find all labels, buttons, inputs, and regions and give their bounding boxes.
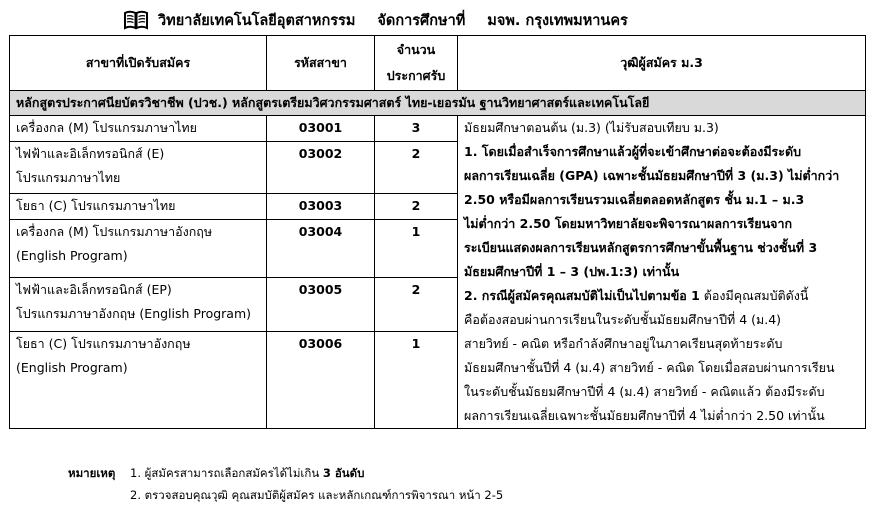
code-cell: 03006 [267,332,375,429]
section-row [10,91,866,116]
page-title [124,8,628,32]
notes-label: หมายเหตุ [68,466,116,480]
book-icon [124,10,148,30]
major-cell: โยธา (C) โปรแกรมภาษาอังกฤษ (English Program) [10,332,267,429]
quota-cell: 1 [375,332,458,429]
code-cell: 03003 [267,194,375,220]
campus-name: มจพ. กรุงเทพมหานคร [487,12,628,29]
admission-table [9,35,866,429]
section-title: หลักสูตรประกาศนียบัตรวิชาชีพ (ปวช.) หลักสูตรเตรียมวิศวกรรมศาสตร์ ไทย-เยอรมัน ฐานวิทยาศาสตร์และเทคโนโลยี [10,91,866,116]
major-cell: ไฟฟ้าและอิเล็กทรอนิกส์ (EP) โปรแกรมภาษาอังกฤษ (English Program) [10,278,267,332]
code-cell: 03005 [267,278,375,332]
header-code: รหัสสาขา [267,36,375,91]
header-qualification: วุฒิผู้สมัคร ม.3 [458,36,866,91]
major-cell: เครื่องกล (M) โปรแกรมภาษาไทย [10,116,267,142]
quota-cell: 2 [375,278,458,332]
qualification-cell: มัธยมศึกษาตอนต้น (ม.3) (ไม่รับสอบเทียบ ม.3) 1. โดยเมื่อสำเร็จการศึกษาแล้วผู้ที่จะเข้าศึกษาต่อจะต้องมีระดับ ผลการเรียนเฉลี่ย (GPA) เฉพาะชั้นมัธยมศึกษาปีที่ 3 (ม.3) ไม่ต่ำกว่า 2.50 หรือมีผลการเรียนรวมเฉลี่ยตลอดหลักสูตร ชั้น ม.1 – ม.3 ไม่ต่ำกว่า 2.50 โดยมหาวิทยาลัยจะพิจารณาผลการเรียนจาก ระเบียนแสดงผลการเรียนหลักสูตรการศึกษาขั้นพื้นฐาน ช่วงชั้นที่ 3 มัธยมศึกษาปีที่ 1 – 3 (ปพ.1:3) เท่านั้น 2. กรณีผู้สมัครคุณสมบัติไม่เป็นไปตามข้อ 1 ต้องมีคุณสมบัติดังนี้ คือต้องสอบผ่านการเรียนในระดับชั้นมัธยมศึกษาปีที่ 4 (ม.4) สายวิทย์ - คณิต หรือกำลังศึกษาอยู่ในภาคเรียนสุดท้ายระดับ มัธยมศึกษาชั้นปีที่ 4 (ม.4) สายวิทย์ - คณิต โดยเมื่อสอบผ่านการเรียน ในระดับชั้นมัธยมศึกษาปีที่ 4 (ม.4) สายวิทย์ - คณิตแล้ว ต้องมีระดับ ผลการเรียนเฉลี่ยเฉพาะชั้นมัธยมศึกษาปีที่ 4 ไม่ต่ำกว่า 2.50 เท่านั้น [458,116,866,429]
note-1 [68,462,503,484]
header-quota: จำนวน ประกาศรับ [375,36,458,91]
quota-cell: 2 [375,194,458,220]
code-cell: 03004 [267,220,375,278]
code-cell: 03001 [267,116,375,142]
major-cell: โยธา (C) โปรแกรมภาษาไทย [10,194,267,220]
note-1-text: 1. ผู้สมัครสามารถเลือกสมัครได้ไม่เกิน 3 อันดับ [130,466,365,480]
header-major: สาขาที่เปิดรับสมัคร [10,36,267,91]
major-cell: เครื่องกล (M) โปรแกรมภาษาอังกฤษ (English Program) [10,220,267,278]
notes-section [68,462,503,506]
table-row [10,116,866,142]
note-2: 2. ตรวจสอบคุณวุฒิ คุณสมบัติผู้สมัคร และหลักเกณฑ์การพิจารณา หน้า 2-5 [130,488,504,502]
table-header-row [10,36,866,91]
major-cell: ไฟฟ้าและอิเล็กทรอนิกส์ (E) โปรแกรมภาษาไทย [10,142,267,194]
quota-cell: 3 [375,116,458,142]
code-cell: 03002 [267,142,375,194]
quota-cell: 1 [375,220,458,278]
college-name: วิทยาลัยเทคโนโลยีอุตสาหกรรม [158,12,356,29]
managed-by-label: จัดการศึกษาที่ [377,12,466,29]
quota-cell: 2 [375,142,458,194]
